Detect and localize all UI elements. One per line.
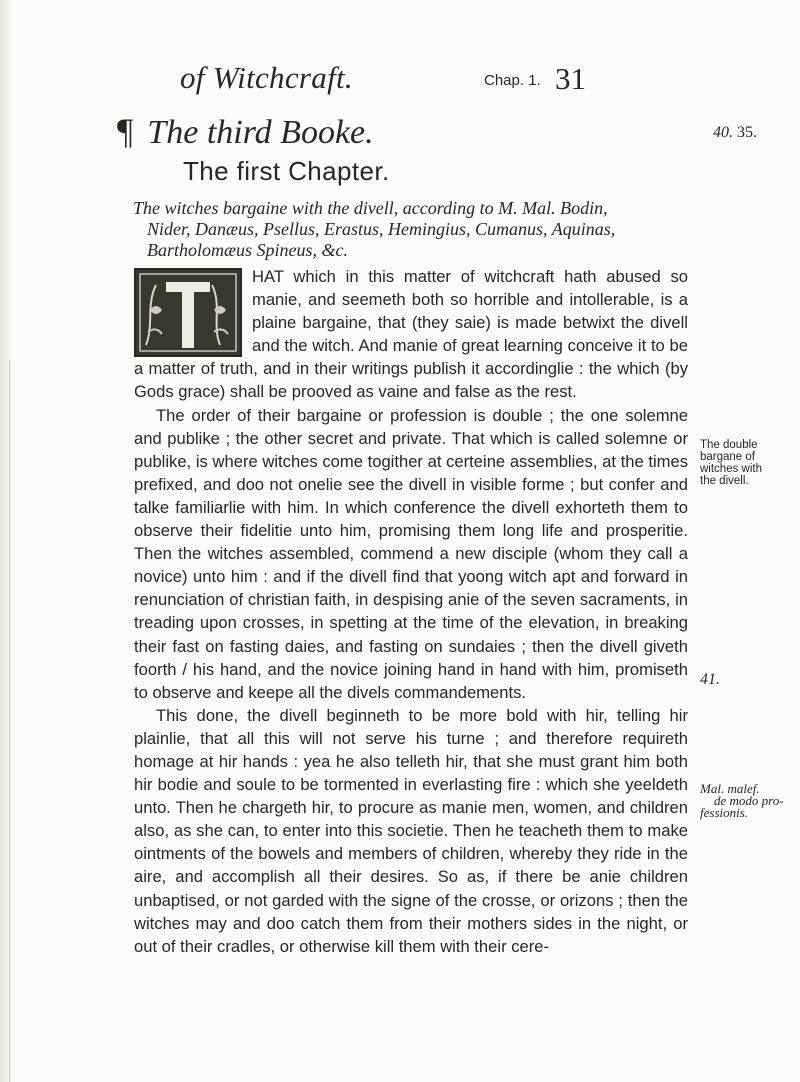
margin-note-line: Mal. malef.	[700, 781, 760, 796]
chapter-heading: The first Chapter.	[183, 156, 390, 186]
paragraph-1-text: HAT which in this matter of witchcraft hath abused so manie, and seemeth both so horrible and intollerable, is a plaine bargaine, that (they saie) is made betwixt the divell and the witch. And manie of great learning conceive it to be a matter of truth, and in their writings publish it accordinglie : the which (by Gods grace) shall be prooved as vaine and false as the rest.	[134, 267, 688, 402]
ref-italic: 40.	[713, 124, 733, 141]
margin-reference-41: 41.	[700, 671, 720, 688]
top-references	[713, 124, 757, 142]
initial-ornament	[136, 270, 240, 355]
gutter-line	[9, 360, 10, 1082]
running-head-title: of Witchcraft.	[180, 60, 353, 95]
chapter-argument	[133, 198, 688, 261]
ref-plain: 35.	[737, 124, 757, 141]
body-text	[134, 265, 688, 958]
margin-note-line: bargane of	[700, 451, 755, 463]
margin-note-line: fessionis.	[700, 805, 749, 820]
margin-note-line: The double	[700, 439, 758, 451]
margin-note-line: witches with	[700, 463, 762, 475]
paragraph-3: This done, the divell beginneth to be more bold with hir, telling hir plainlie, that all this will not serve his turne ; and therefore requireth homage at hir hands : yea he also telleth hir, that she must grant him both hir bodie and soule to be tormented in everlasting fire : which she yeeldeth unto. Then he chargeth hir, to procure as manie men, women, and children also, as she can, to enter into this societie. Then he teacheth them to make ointments of the bowels and members of children, whereby they ride in the aire, and accomplish all their desires. So as, if there be anie children unbaptised, or not garded with the signe of the crosse, or orizons ; then the witches may and doo catch them from their mothers sides in the night, or out of their cradles, or otherwise kill them with their cere-	[134, 705, 688, 956]
paragraph-2: The order of their bargaine or profession is double ; the one solemne and publike ; the other secret and private. That which is called solemne or publike, is where witches come togither at certeine assemblies, at the times prefixed, and doo not onelie see the divell in visible forme ; but confer and talke familiarlie with him. In which conference the divell exhorteth them to observe their fidelitie unto him, promising them long life and prosperitie. Then the witches assembled, commend a new disciple (whom they call a novice) unto him : and if the divell find that yoong witch apt and forward in renunciation of christian faith, in despising anie of the seven sacraments, in treading upon crosses, in spetting at the time of the elevation, in breaking their fast on fasting daies, and fasting on sundaies ; then the divell giveth foorth / his hand, and the novice joining hand in hand with him, promiseth to observe and keepe all the divels commandements.	[134, 405, 688, 702]
page-gutter-shadow	[0, 0, 14, 1082]
book-title	[117, 110, 374, 152]
running-head-chapter: Chap. 1.	[484, 72, 541, 89]
running-head	[0, 44, 800, 94]
paragraph-1	[134, 265, 688, 404]
book-title-text: The third Booke.	[147, 114, 374, 151]
argument-line-2: Nider, Danæus, Psellus, Erastus, Hemingius, Cumanus, Aquinas,	[147, 219, 616, 239]
margin-note-line: the divell.	[700, 475, 749, 487]
ornamented-initial-icon	[134, 268, 242, 357]
argument-line-1: The witches bargaine with the divell, according to M. Mal. Bodin,	[133, 198, 608, 218]
argument-line-3: Bartholomæus Spineus, &c.	[147, 240, 348, 260]
margin-note-line: de modo pro-	[714, 793, 784, 808]
pilcrow-icon: ¶	[117, 111, 134, 151]
margin-note-mal-malef	[700, 783, 800, 819]
page-number: 31	[555, 61, 586, 96]
margin-note-double-bargane	[700, 439, 800, 487]
